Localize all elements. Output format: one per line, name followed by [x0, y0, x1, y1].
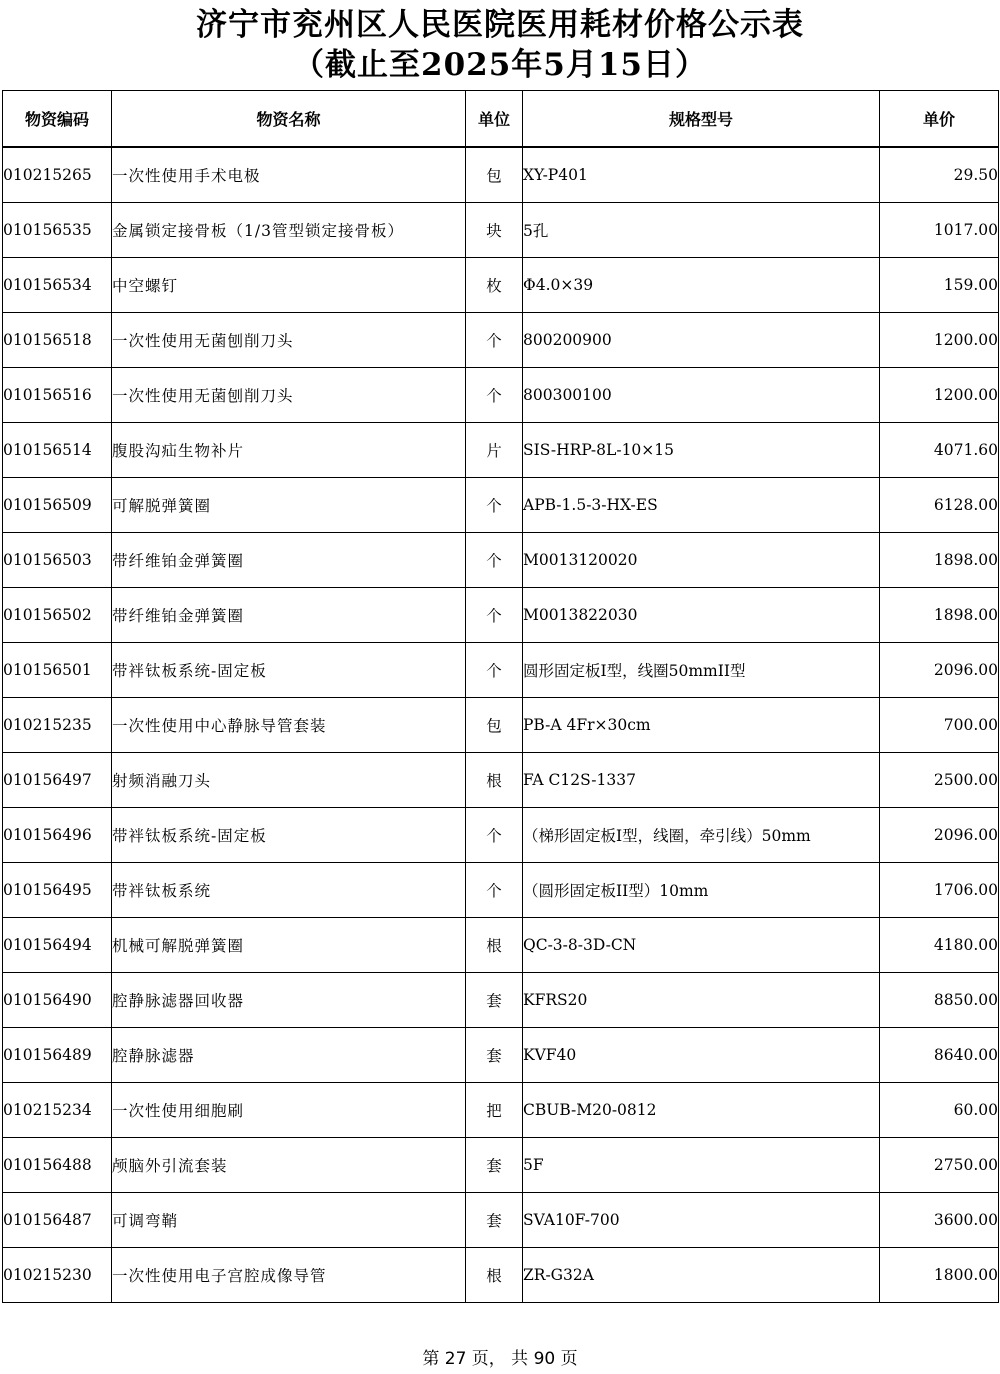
- cell-spec: XY-P401: [523, 147, 880, 203]
- cell-spec: PB-A 4Fr×30cm: [523, 698, 880, 753]
- cell-price: 159.00: [880, 258, 999, 313]
- cell-name: 带袢钛板系统: [112, 863, 466, 918]
- cell-name: 带纤维铂金弹簧圈: [112, 588, 466, 643]
- cell-price: 1200.00: [880, 313, 999, 368]
- cell-name: 一次性使用手术电极: [112, 147, 466, 203]
- cell-unit: 套: [466, 973, 523, 1028]
- cell-price: 4180.00: [880, 918, 999, 973]
- table-row: [3, 203, 999, 258]
- cell-spec: SIS-HRP-8L-10×15: [523, 423, 880, 478]
- cell-unit: 块: [466, 203, 523, 258]
- table-body: [3, 147, 999, 1303]
- cell-price: 2500.00: [880, 753, 999, 808]
- cell-price: 2096.00: [880, 643, 999, 698]
- table-row: [3, 753, 999, 808]
- cell-code: 010156494: [3, 918, 112, 973]
- cell-spec: 圆形固定板I型，线圈50mmII型: [523, 643, 880, 698]
- cell-unit: 枚: [466, 258, 523, 313]
- table-row: [3, 918, 999, 973]
- table-row: [3, 313, 999, 368]
- header-name: 物资名称: [112, 91, 466, 148]
- cell-name: 可调弯鞘: [112, 1193, 466, 1248]
- cell-code: 010156488: [3, 1138, 112, 1193]
- cell-spec: 5孔: [523, 203, 880, 258]
- cell-spec: APB-1.5-3-HX-ES: [523, 478, 880, 533]
- cell-unit: 个: [466, 863, 523, 918]
- cell-unit: 套: [466, 1138, 523, 1193]
- cell-code: 010156487: [3, 1193, 112, 1248]
- cell-spec: KVF40: [523, 1028, 880, 1083]
- cell-spec: （梯形固定板I型，线圈，牵引线）50mm: [523, 808, 880, 863]
- cell-code: 010156509: [3, 478, 112, 533]
- table-header-row: [3, 91, 999, 148]
- cell-unit: 个: [466, 808, 523, 863]
- table-row: [3, 1028, 999, 1083]
- cell-name: 带纤维铂金弹簧圈: [112, 533, 466, 588]
- cell-price: 8640.00: [880, 1028, 999, 1083]
- cell-name: 一次性使用电子宫腔成像导管: [112, 1248, 466, 1303]
- table-row: [3, 588, 999, 643]
- table-row: [3, 423, 999, 478]
- cell-code: 010156503: [3, 533, 112, 588]
- cell-spec: 800200900: [523, 313, 880, 368]
- cell-price: 700.00: [880, 698, 999, 753]
- cell-code: 010156514: [3, 423, 112, 478]
- table-row: [3, 863, 999, 918]
- cell-code: 010156489: [3, 1028, 112, 1083]
- cell-name: 腔静脉滤器: [112, 1028, 466, 1083]
- cell-unit: 根: [466, 918, 523, 973]
- cell-price: 1017.00: [880, 203, 999, 258]
- page-subtitle-date: （截止至2025年5月15日）: [293, 47, 707, 83]
- header-spec: 规格型号: [523, 91, 880, 148]
- cell-spec: KFRS20: [523, 973, 880, 1028]
- table-row: [3, 533, 999, 588]
- cell-code: 010156535: [3, 203, 112, 258]
- cell-code: 010156518: [3, 313, 112, 368]
- cell-spec: Φ4.0×39: [523, 258, 880, 313]
- cell-unit: 片: [466, 423, 523, 478]
- header-unit: 单位: [466, 91, 523, 148]
- cell-price: 4071.60: [880, 423, 999, 478]
- cell-unit: 包: [466, 698, 523, 753]
- cell-name: 机械可解脱弹簧圈: [112, 918, 466, 973]
- cell-code: 010156497: [3, 753, 112, 808]
- cell-spec: FA C12S-1337: [523, 753, 880, 808]
- table-row: [3, 258, 999, 313]
- cell-price: 1706.00: [880, 863, 999, 918]
- cell-spec: SVA10F-700: [523, 1193, 880, 1248]
- cell-name: 颅脑外引流套装: [112, 1138, 466, 1193]
- cell-code: 010156534: [3, 258, 112, 313]
- price-table: [2, 90, 999, 1303]
- cell-code: 010215265: [3, 147, 112, 203]
- cell-code: 010156495: [3, 863, 112, 918]
- cell-name: 带袢钛板系统-固定板: [112, 643, 466, 698]
- cell-price: 60.00: [880, 1083, 999, 1138]
- cell-spec: （圆形固定板II型）10mm: [523, 863, 880, 918]
- cell-spec: QC-3-8-3D-CN: [523, 918, 880, 973]
- cell-unit: 套: [466, 1028, 523, 1083]
- cell-price: 2096.00: [880, 808, 999, 863]
- cell-price: 1898.00: [880, 533, 999, 588]
- cell-unit: 个: [466, 588, 523, 643]
- page-footer: 第 27 页， 共 90 页: [422, 1349, 578, 1369]
- cell-name: 中空螺钉: [112, 258, 466, 313]
- table-row: [3, 478, 999, 533]
- cell-spec: 5F: [523, 1138, 880, 1193]
- cell-price: 1898.00: [880, 588, 999, 643]
- cell-price: 6128.00: [880, 478, 999, 533]
- cell-code: 010156490: [3, 973, 112, 1028]
- table-row: [3, 1248, 999, 1303]
- header-price: 单价: [880, 91, 999, 148]
- cell-code: 010215234: [3, 1083, 112, 1138]
- table-row: [3, 973, 999, 1028]
- cell-price: 8850.00: [880, 973, 999, 1028]
- cell-name: 一次性使用无菌刨削刀头: [112, 313, 466, 368]
- cell-unit: 个: [466, 643, 523, 698]
- table-row: [3, 1083, 999, 1138]
- cell-name: 一次性使用细胞刷: [112, 1083, 466, 1138]
- cell-code: 010215230: [3, 1248, 112, 1303]
- cell-spec: M0013120020: [523, 533, 880, 588]
- cell-price: 29.50: [880, 147, 999, 203]
- cell-price: 1200.00: [880, 368, 999, 423]
- cell-code: 010156516: [3, 368, 112, 423]
- cell-name: 可解脱弹簧圈: [112, 478, 466, 533]
- cell-unit: 个: [466, 368, 523, 423]
- cell-unit: 套: [466, 1193, 523, 1248]
- cell-spec: ZR-G32A: [523, 1248, 880, 1303]
- cell-spec: M0013822030: [523, 588, 880, 643]
- table-row: [3, 1138, 999, 1193]
- cell-name: 腹股沟疝生物补片: [112, 423, 466, 478]
- cell-code: 010215235: [3, 698, 112, 753]
- cell-price: 1800.00: [880, 1248, 999, 1303]
- page-title: 济宁市兖州区人民医院医用耗材价格公示表: [196, 7, 804, 43]
- table-row: [3, 147, 999, 203]
- cell-name: 一次性使用无菌刨削刀头: [112, 368, 466, 423]
- cell-price: 3600.00: [880, 1193, 999, 1248]
- cell-name: 腔静脉滤器回收器: [112, 973, 466, 1028]
- cell-name: 金属锁定接骨板（1/3管型锁定接骨板）: [112, 203, 466, 258]
- cell-code: 010156502: [3, 588, 112, 643]
- table-row: [3, 643, 999, 698]
- cell-unit: 个: [466, 313, 523, 368]
- table-row: [3, 368, 999, 423]
- table-row: [3, 698, 999, 753]
- cell-unit: 根: [466, 1248, 523, 1303]
- cell-unit: 把: [466, 1083, 523, 1138]
- cell-unit: 个: [466, 478, 523, 533]
- cell-unit: 根: [466, 753, 523, 808]
- cell-code: 010156496: [3, 808, 112, 863]
- cell-code: 010156501: [3, 643, 112, 698]
- cell-name: 一次性使用中心静脉导管套装: [112, 698, 466, 753]
- cell-unit: 包: [466, 147, 523, 203]
- cell-price: 2750.00: [880, 1138, 999, 1193]
- header-code: 物资编码: [3, 91, 112, 148]
- cell-spec: CBUB-M20-0812: [523, 1083, 880, 1138]
- cell-name: 带袢钛板系统-固定板: [112, 808, 466, 863]
- cell-spec: 800300100: [523, 368, 880, 423]
- cell-unit: 个: [466, 533, 523, 588]
- table-row: [3, 1193, 999, 1248]
- cell-name: 射频消融刀头: [112, 753, 466, 808]
- table-row: [3, 808, 999, 863]
